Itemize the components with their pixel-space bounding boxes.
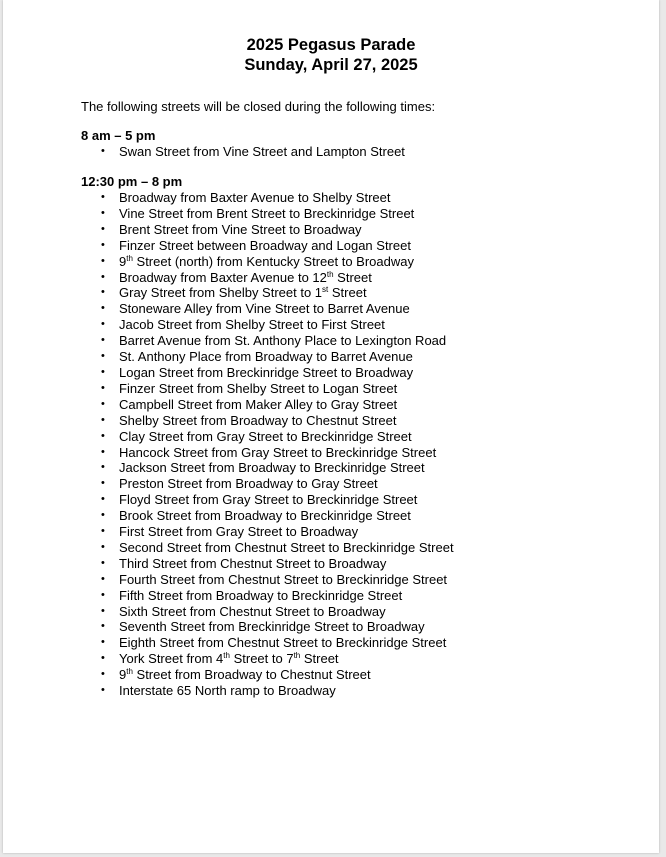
item-text: Clay Street from Gray Street to Breckinridge Street [119, 428, 412, 444]
item-text: First Street from Gray Street to Broadway [119, 524, 359, 540]
item-text: Brook Street from Broadway to Breckinridge Street [119, 508, 411, 524]
item-text: Street [333, 269, 372, 285]
bullet-icon: • [101, 509, 105, 522]
list-item [81, 540, 454, 556]
bullet-icon: • [101, 334, 105, 347]
list-item [81, 556, 454, 572]
bullet-icon: • [101, 222, 105, 235]
item-text: Street (north) from Kentucky Street to Broadway [132, 253, 414, 269]
item-text: Campbell Street from Maker Alley to Gray Street [119, 396, 398, 412]
item-text: Street [300, 651, 339, 667]
item-text: 9 [119, 667, 127, 683]
bullet-icon: • [101, 572, 105, 585]
bullet-icon: • [101, 318, 105, 331]
item-text: Jackson Street from Broadway to Breckinridge Street [119, 460, 425, 476]
item-text: Brent Street from Vine Street to Broadway [119, 221, 362, 237]
list-item [81, 144, 405, 160]
bullet-icon: • [101, 286, 105, 299]
item-text: Finzer Street from Shelby Street to Logan Street [119, 380, 398, 396]
item-text: Third Street from Chestnut Street to Broadway [119, 555, 387, 571]
item-text: 9 [119, 253, 127, 269]
intro-text: The following streets will be closed during the following times: [81, 99, 436, 114]
bullet-icon: • [101, 413, 105, 426]
item-text: Swan Street from Vine Street and Lampton Street [119, 144, 405, 159]
item-text: Broadway from Baxter Avenue to 12 [119, 269, 327, 285]
item-text: Hancock Street from Gray Street to Breckinridge Street [119, 444, 437, 460]
list-item [81, 317, 454, 333]
item-text: Fifth Street from Broadway to Breckinridge Street [119, 587, 403, 603]
item-text: York Street from 4 [119, 651, 224, 667]
item-text: Fourth Street from Chestnut Street to Breckinridge Street [119, 571, 448, 587]
list-item [81, 683, 454, 699]
list-item [81, 651, 454, 667]
list-item [81, 476, 454, 492]
bullet-icon: • [101, 477, 105, 490]
item-text: Seventh Street from Breckinridge Street to Broadway [119, 619, 425, 635]
section-time-heading: 12:30 pm – 8 pm [81, 174, 183, 189]
bullet-icon: • [101, 636, 105, 649]
title-line-2: Sunday, April 27, 2025 [244, 56, 418, 74]
item-text: Sixth Street from Chestnut Street to Broadway [119, 603, 386, 619]
item-text: Logan Street from Breckinridge Street to Broadway [119, 364, 414, 380]
bullet-icon: • [101, 302, 105, 315]
item-text: Shelby Street from Broadway to Chestnut Street [119, 412, 397, 428]
list-item [81, 397, 454, 413]
bullet-icon: • [101, 668, 105, 681]
item-text: Gray Street from Shelby Street to 1 [119, 285, 323, 301]
list-item [81, 254, 454, 270]
bullet-icon: • [101, 588, 105, 601]
list-item [81, 349, 454, 365]
item-text: Second Street from Chestnut Street to Breckinridge Street [119, 539, 454, 555]
list-item [81, 492, 454, 508]
bullet-icon: • [101, 540, 105, 553]
ordinal-suffix: st [322, 285, 329, 295]
bullet-icon: • [101, 350, 105, 363]
list-item [81, 508, 454, 524]
item-text: Vine Street from Brent Street to Breckinridge Street [119, 205, 415, 221]
page-title [3, 35, 659, 75]
bullet-icon: • [101, 604, 105, 617]
closure-section-afternoon [81, 174, 454, 699]
ordinal-suffix: th [126, 667, 133, 677]
bullet-icon: • [101, 254, 105, 267]
item-text: Floyd Street from Gray Street to Breckinridge Street [119, 492, 418, 508]
street-list [81, 144, 405, 160]
item-text: Finzer Street between Broadway and Logan Street [119, 237, 411, 253]
item-text: Interstate 65 North ramp to Broadway [119, 683, 336, 699]
item-text: Street [328, 285, 367, 301]
list-item [81, 365, 454, 381]
list-item [81, 588, 454, 604]
item-text: Jacob Street from Shelby Street to First Street [119, 317, 385, 333]
item-text: Street to 7 [229, 651, 294, 667]
list-item [81, 445, 454, 461]
item-text: Barret Avenue from St. Anthony Place to Lexington Road [119, 333, 447, 349]
bullet-icon: • [101, 493, 105, 506]
list-item [81, 222, 454, 238]
bullet-icon: • [101, 381, 105, 394]
list-item [81, 635, 454, 651]
ordinal-suffix: th [293, 651, 301, 661]
bullet-icon: • [101, 191, 105, 203]
list-item [81, 460, 454, 476]
list-item [81, 429, 454, 445]
list-item [81, 190, 454, 206]
item-text: Stoneware Alley from Vine Street to Barret Avenue [119, 301, 410, 317]
list-item [81, 301, 454, 317]
bullet-icon: • [101, 270, 105, 283]
item-text: Eighth Street from Chestnut Street to Breckinridge Street [119, 635, 447, 651]
bullet-icon: • [101, 556, 105, 569]
item-text: Street from Broadway to Chestnut Street [132, 667, 371, 683]
list-item [81, 619, 454, 635]
bullet-icon: • [101, 397, 105, 410]
item-text: Preston Street from Broadway to Gray Street [119, 476, 378, 492]
list-item [81, 667, 454, 683]
bullet-icon: • [101, 238, 105, 251]
bullet-icon: • [101, 620, 105, 633]
list-item [81, 333, 454, 349]
ordinal-suffix: th [126, 253, 133, 263]
list-item [81, 604, 454, 620]
list-item [81, 381, 454, 397]
item-text: Broadway from Baxter Avenue to Shelby Street [119, 190, 391, 205]
title-line-1: 2025 Pegasus Parade [246, 36, 416, 54]
bullet-icon: • [101, 461, 105, 474]
ordinal-suffix: th [223, 651, 230, 661]
list-item [81, 572, 454, 588]
bullet-icon: • [101, 206, 105, 219]
bullet-icon: • [101, 525, 105, 538]
bullet-icon: • [101, 652, 105, 665]
list-item [81, 206, 454, 222]
bullet-icon: • [101, 429, 105, 442]
document-page [3, 0, 659, 853]
list-item [81, 285, 454, 301]
ordinal-suffix: th [326, 269, 334, 279]
bullet-icon: • [101, 145, 105, 157]
item-text: St. Anthony Place from Broadway to Barret Avenue [119, 349, 413, 365]
section-time-heading: 8 am – 5 pm [81, 128, 156, 143]
street-list [81, 190, 454, 699]
bullet-icon: • [101, 365, 105, 378]
list-item [81, 413, 454, 429]
bullet-icon: • [101, 445, 105, 458]
bullet-icon: • [101, 684, 105, 697]
list-item [81, 524, 454, 540]
list-item [81, 270, 454, 286]
list-item [81, 238, 454, 254]
closure-section-morning [81, 128, 405, 160]
